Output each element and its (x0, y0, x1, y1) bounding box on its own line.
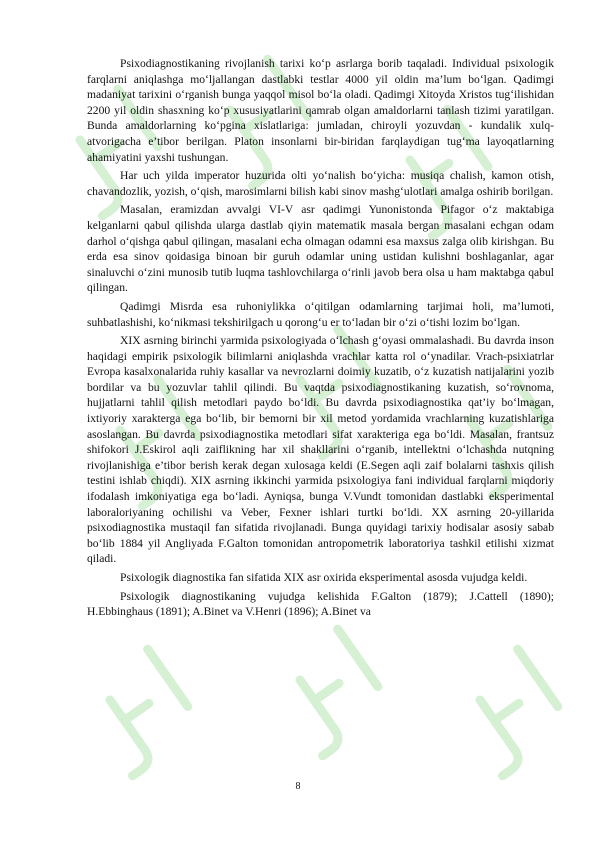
paragraph: Psixologik diagnostikaning vujudga kelishida F.Galton (1879); J.Cattell (1890); H.Ebbinghaus (1891); A.Binet va V.Henri (1896); A.Binet va (87, 589, 554, 619)
page-number: 8 (295, 781, 301, 792)
body-text (87, 56, 554, 623)
paragraph: XIX asrning birinchi yarmida psixologiyada o‘lchash g‘oyasi ommalashadi. Bu davrda inson haqidagi empirik psixologik bilimlarni aniqlashda vrachlar katta rol o‘ynadilar. Vrach-psixiatrlar Evropa kasalxonalarida ruhiy kasallar va nevrozlarni doimiy kuzatib, o‘z kuzatish natijalarini yozib bordilar va bu yozuvlar tahlil qilindi. Bu vaqtda psixodiagnostikaning kuzatish, so‘rovnoma, hujjatlarni tahlil qilish metodlari paydo bo‘ldi. Bu davrda psixodiagnostika qat’iy bo‘lmagan, ixtiyoriy xarakterga ega bo‘lib, bir bemorni bir xil metod yordamida vrachlarning kuzatishlariga asoslangan. Bu davrda psixodiagnostika metodlari sifat xarakteriga ega bo‘ldi. Masalan, frantsuz shifokori J.Eskirol aqli zaiflikning har xil shakllarini o‘rganib, intellektni o‘lchashda nutqning rivojlanishiga e’tibor berish kerak degan xulosaga keldi (E.Segen aqli zaif bolalarni tashxis qilish testini ishlab chiqdi). XIX asrning ikkinchi yarmida psixologiya fani individual farqlarni miqdoriy ifodalash imkoniyatiga ega bo‘ladi. Ayniqsa, bunga V.Vundt tomonidan dastlabki eksperimental laboraloriyaning ochilishi va Veber, Fexner ishlari turtki bo‘ldi. XX asrning 20-yillarida psixodiagnostika mustaqil fan sifatida rivojlanadi. Bunga quyidagi tarixiy hodisalar asosiy sabab bo‘lib 1884 yil Angliyada F.Galton tomonidan antropometrik laboratoriya tashkil etilishi xizmat qiladi. (87, 334, 554, 566)
watermark-mark (78, 649, 202, 776)
watermark-mark (268, 629, 392, 756)
paragraph: Psixologik diagnostika fan sifatida XIX asr oxirida eksperimental asosda vujudga keldi. (120, 571, 528, 584)
paragraph: Qadimgi Misrda esa ruhoniylikka o‘qitilgan odamlarning tarjimai holi, ma’lumoti, suhbatlashishi, ko‘nikmasi tekshirilgach u qorong‘u er to‘ladan bir o‘zi o‘tishi lozim bo‘lgan. (87, 299, 554, 329)
paragraph: Har uch yilda imperator huzurida olti yo‘nalish bo‘yicha: musiqa chalish, kamon otish, chavandozlik, yozish, o‘qish, marosimlarni bilish kabi sinov mashg‘ulotlari amalga oshirib borilgan. (87, 169, 554, 198)
paragraph: Masalan, eramizdan avvalgi VI-V asr qadimgi Yunonistonda Pifagor o‘z maktabiga kelganlarni qabul qilishda ularga dastlab qiyin matematik masala bergan masalani echgan odam darhol o‘qishga qabul qilingan, masalani echa olmagan odamni esa maxsus zalga olib kirishgan. Bu erda esa sinov qoidasiga binoan bir guruh odamlar uning ustidan kulishni boshlaganlar, agar sinaluvchi o‘zini munosib tutib luqma tashlovchilarga o‘rinli javob bera olsa u ham maktabga qabul qilingan. (87, 203, 554, 295)
paragraph: Psixodiagnostikaning rivojlanish tarixi ko‘p asrlarga borib taqaladi. Individual psixologik farqlarni aniqlashga mo‘ljallangan dastlabki testlar 4000 yil oldin ma’lum bo‘lgan. Qadimgi madaniyat tarixini o‘rganish bunga yaqqol misol bo‘la oladi. Qadimgi Xitoyda Xristos tug‘ilishidan 2200 yil oldin shasxning ko‘p xususiyatlarini qamrab olgan amaldorlarni tanlash tizimi yaratilgan. Bunda amaldorlarning ko‘pgina xislatlariga: jumladan, chiroyli yozuvdan - kundalik xulq-atvorigacha e’tibor berilgan. Platon insonlarni bir-biridan farqlaydigan tug‘ma layoqatlarning ahamiyatini yaxshi tushungan. (87, 57, 554, 164)
watermark-mark (448, 649, 572, 776)
